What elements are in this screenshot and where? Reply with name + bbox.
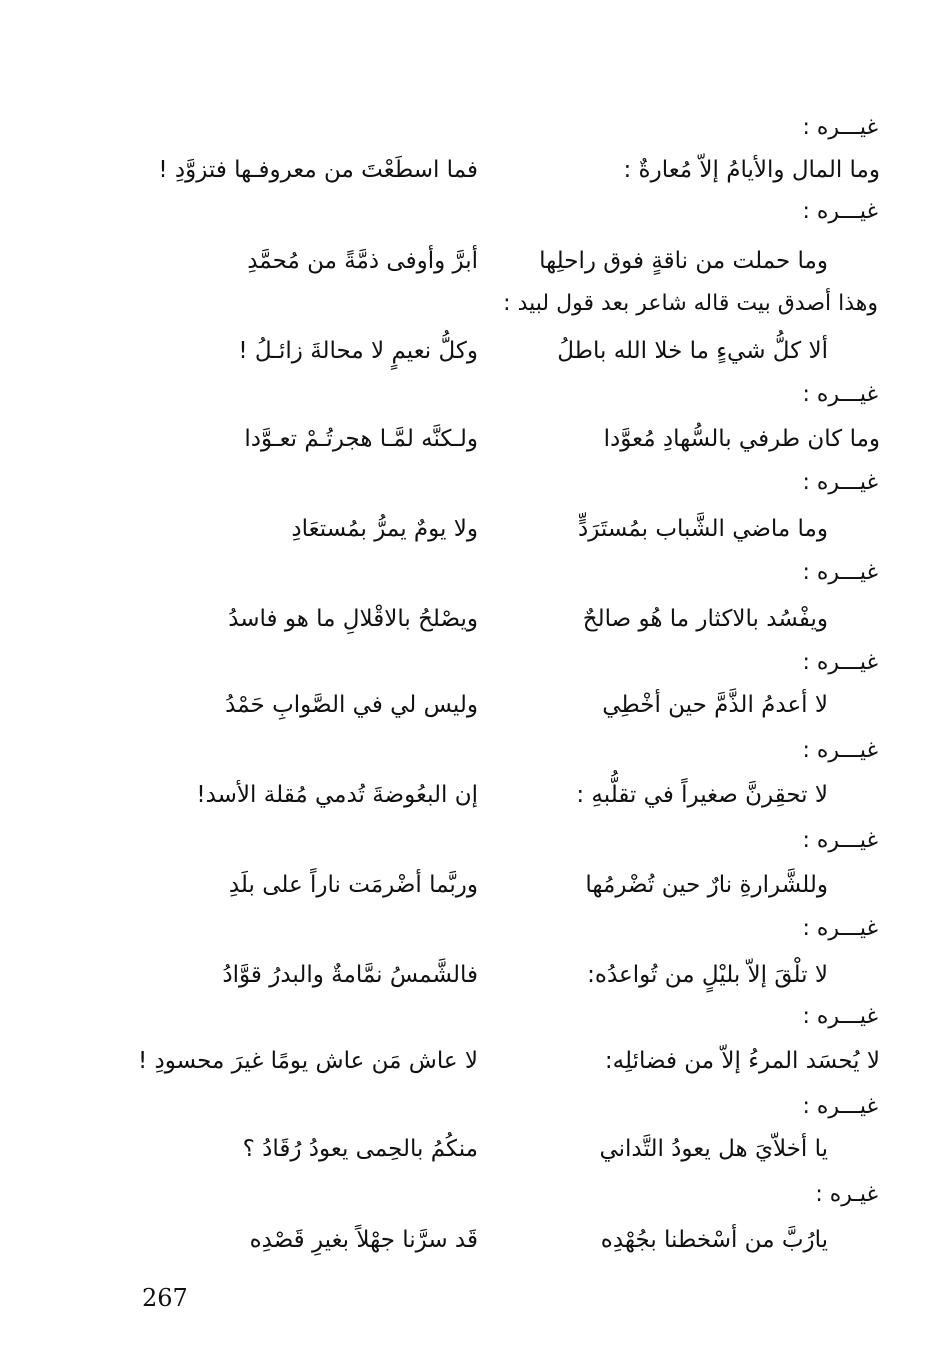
verse-first-hemistich: ألا كلُّ شيءٍ ما خلا الله باطلُ <box>557 338 828 364</box>
verse-second-hemistich: أبرَّ وأوفى ذمَّةً من مُحمَّدِ <box>247 248 478 274</box>
verse-first-hemistich: وما كان طرفي بالسُّهادِ مُعوَّدا <box>603 426 880 452</box>
verse-second-hemistich: فما اسطَعْتَ من معروفـها فتزوَّدِ ! <box>158 157 478 183</box>
prose-line: وهذا أصدق بيت قاله شاعر بعد قول لبيد : <box>503 291 878 316</box>
poem-heading: غيـــره : <box>802 1004 878 1029</box>
poem-heading: غيـــره : <box>802 738 878 763</box>
verse-second-hemistich: ويصْلحُ بالاقْلالِ ما هو فاسدُ <box>228 606 478 632</box>
poem-heading: غيـــره : <box>802 1094 878 1119</box>
verse-first-hemistich: لا تحقِرنَّ صغيراً في تقلُّبهِ : <box>576 782 828 808</box>
verse-first-hemistich: وما المال والأيامُ إلاّ مُعارةٌ : <box>623 157 880 183</box>
verse-second-hemistich: ولا يومٌ يمرُّ بمُستعَادِ <box>291 516 478 542</box>
page-number: 267 <box>142 1284 188 1312</box>
verse-first-hemistich: يا أخلاّيَ هل يعودُ التَّداني <box>599 1136 828 1162</box>
verse-second-hemistich: وليس لي في الصَّوابِ حَمْدُ <box>225 692 478 718</box>
verse-first-hemistich: ويفْسُد بالاكثار ما هُو صالحٌ <box>582 606 828 632</box>
verse-first-hemistich: يارُبَّ من أسْخطنا بجُهْدِه <box>600 1227 828 1253</box>
poem-heading: غيـــره : <box>802 916 878 941</box>
verse-second-hemistich: إن البعُوضةَ تُدمي مُقلة الأسد! <box>196 782 478 808</box>
poem-heading: غيـــره : <box>802 828 878 853</box>
poem-heading: غيـــره : <box>802 199 878 224</box>
verse-second-hemistich: وربَّما أضْرمَت ناراً على بلَدِ <box>228 872 478 898</box>
poem-heading: غيـــره : <box>802 650 878 675</box>
verse-second-hemistich: وكلُّ نعيمٍ لا محالةَ زائـلُ ! <box>238 338 478 364</box>
verse-first-hemistich: وما حملت من ناقةٍ فوق راحلِها <box>539 248 828 274</box>
verse-first-hemistich: لا أعدمُ الذَّمَّ حين أخْطِي <box>602 692 828 718</box>
verse-first-hemistich: لا تلْقَ إلاّ بليْلٍ من تُواعدُه: <box>587 962 828 988</box>
verse-first-hemistich: وما ماضي الشَّباب بمُستَرَدٍّ <box>577 516 828 542</box>
verse-second-hemistich: منكُمُ بالحِمى يعودُ رُقَادُ ؟ <box>242 1136 478 1162</box>
poem-heading: غيـره : <box>815 1182 878 1207</box>
verse-second-hemistich: ولـكنَّه لمَّـا هجرتُـمْ تعـوَّدا <box>244 426 478 452</box>
verse-first-hemistich: وللشَّرارةِ نارٌ حين تُضْرمُها <box>585 872 828 898</box>
poem-heading: غيـــره : <box>802 470 878 495</box>
poem-heading: غيـــره : <box>802 382 878 407</box>
poem-heading: غيـــره : <box>802 560 878 585</box>
verse-first-hemistich: لا يُحسَد المرءُ إلاّ من فضائلِه: <box>604 1048 880 1074</box>
verse-second-hemistich: فالشَّمسُ نمَّامةٌ والبدرُ قوَّادُ <box>222 962 478 988</box>
poem-heading: غيـــره : <box>802 115 878 140</box>
verse-second-hemistich: لا عاش مَن عاش يومًا غيرَ محسودِ ! <box>137 1048 478 1074</box>
verse-second-hemistich: قَد سرَّنا جهْلاً بغيرِ قَصْدِه <box>249 1227 478 1253</box>
